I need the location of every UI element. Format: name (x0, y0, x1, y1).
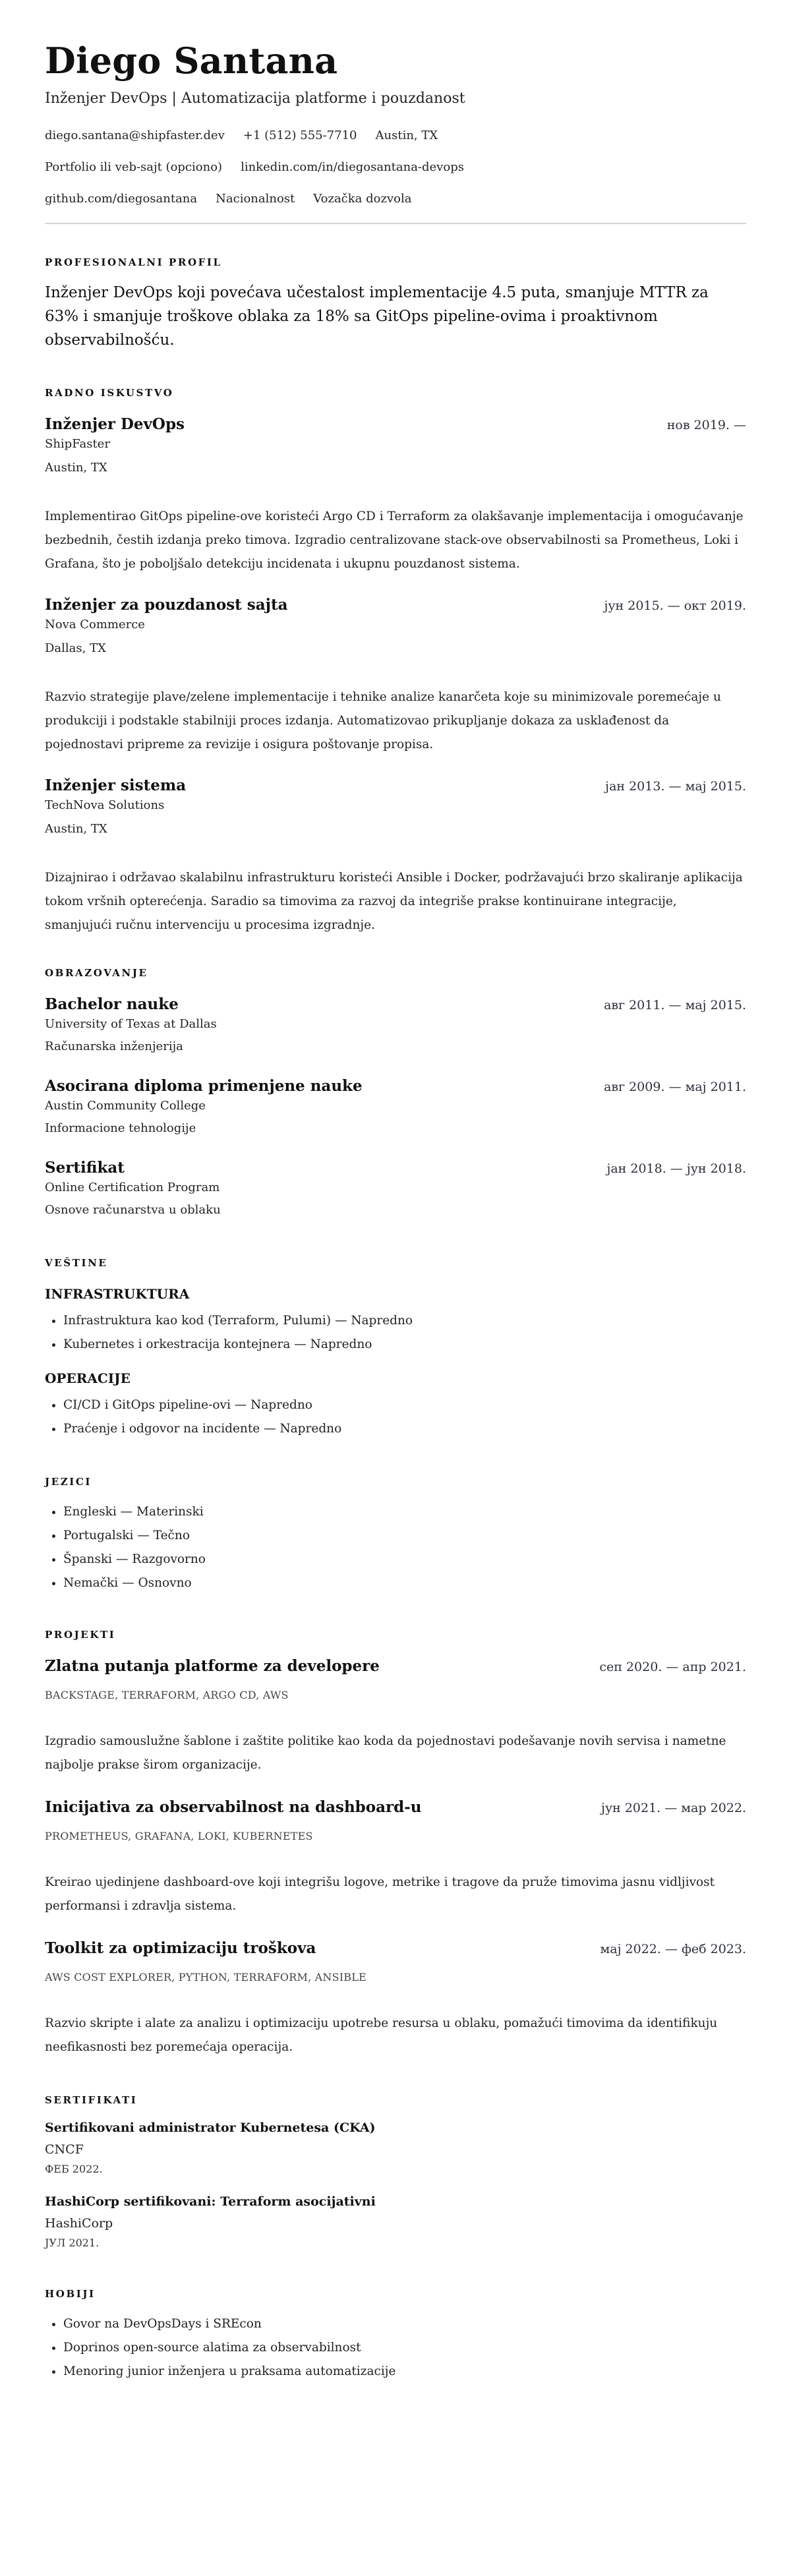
project-entry (45, 1938, 746, 2059)
project-entry (45, 1656, 746, 1777)
section-title: SERTIFIKATI (45, 2094, 138, 2106)
resume-header (45, 34, 746, 224)
section-title: PROFESIONALNI PROFIL (45, 256, 222, 268)
language-item: • Španski — Razgovorno (63, 1548, 746, 1571)
skill-group-title: INFRASTRUKTURA (45, 1286, 190, 1302)
header-divider (45, 223, 746, 224)
location-text: Austin, TX (375, 129, 438, 142)
certification-date: ФЕБ 2022. (45, 2163, 103, 2175)
job-description: Razvio strategije plave/zelene implementacije i tehnike analize kanarčeta koje su minimizovale poremećaje u produkciji i podstakle stabilniji proces izdanja. Automatizovao prikupljanje dokaza za usklađenost da pojednostavi pripreme za revizije i osigura poštovanje propisa. (45, 690, 721, 751)
certification-date: ЈУЛ 2021. (45, 2237, 100, 2249)
job-entry (45, 414, 746, 576)
field-of-study: Osnove računarstva u oblaku (45, 1203, 221, 1217)
project-tech-stack: PROMETHEUS, GRAFANA, LOKI, KUBERNETES (45, 1830, 313, 1842)
contact-block (45, 128, 746, 207)
project-tech-stack: AWS COST EXPLORER, PYTHON, TERRAFORM, ANSIBLE (45, 1971, 366, 1983)
drivers-license-text: Vozačka dozvola (313, 192, 412, 206)
hobby-list (45, 2312, 746, 2384)
job-title: Inženjer sistema (45, 776, 187, 794)
contact-row (45, 128, 746, 144)
hobby-item: • Doprinos open-source alatima za observabilnost (63, 2336, 746, 2360)
education-section (45, 966, 746, 1219)
linkedin-link[interactable]: linkedin.com/in/diegosantana-devops (241, 160, 464, 174)
section-title: PROJEKTI (45, 1629, 116, 1641)
contact-row (45, 160, 746, 175)
hobby-item: • Menoring junior inženjera u praksama automatizacije (63, 2360, 746, 2384)
job-company: Nova Commerce (45, 618, 145, 631)
section-title: VEŠTINE (45, 1257, 108, 1269)
project-name: Toolkit za optimizaciju troškova (45, 1939, 316, 1957)
certification-issuer: HashiCorp (45, 2216, 113, 2231)
skill-list (45, 1393, 746, 1441)
skill-item: • CI/CD i GitOps pipeline-ovi — Napredno (63, 1393, 746, 1417)
email-link[interactable]: diego.santana@shipfaster.dev (45, 129, 225, 142)
project-date: сеп 2020. — апр 2021. (599, 1660, 746, 1674)
degree-title: Bachelor nauke (45, 995, 179, 1013)
certification-name: Sertifikovani administrator Kubernetesa (CKA) (45, 2121, 376, 2135)
job-title: Inženjer DevOps (45, 415, 185, 433)
project-date: јун 2021. — мар 2022. (601, 1801, 746, 1815)
hobby-item: • Govor na DevOpsDays i SREcon (63, 2312, 746, 2336)
project-description: Razvio skripte i alate za analizu i optimizaciju upotrebe resursa u oblaku, pomažući timovima da identifikuju neefikasnosti bez poremećaja operacija. (45, 2016, 718, 2054)
profile-section (45, 256, 746, 352)
skill-group-title: OPERACIJE (45, 1370, 131, 1386)
job-company: TechNova Solutions (45, 798, 165, 812)
skill-item: • Infrastruktura kao kod (Terraform, Pulumi) — Napredno (63, 1309, 746, 1333)
skill-group (45, 1368, 746, 1441)
project-entry (45, 1797, 746, 1918)
nationality-text: Nacionalnost (216, 192, 295, 206)
github-link[interactable]: github.com/diegosantana (45, 192, 198, 206)
language-item: • Engleski — Materinski (63, 1500, 746, 1524)
portfolio-link[interactable]: Portfolio ili veb-sajt (opciono) (45, 160, 223, 174)
language-list (45, 1500, 746, 1595)
section-title: HOBIJI (45, 2288, 96, 2300)
skill-item: • Kubernetes i orkestracija kontejnera — Napredno (63, 1333, 746, 1357)
section-title: RADNO ISKUSTVO (45, 387, 174, 399)
skill-item: • Praćenje i odgovor na incidente — Napredno (63, 1417, 746, 1441)
field-of-study: Informacione tehnologije (45, 1121, 196, 1135)
job-date: јун 2015. — окт 2019. (604, 599, 746, 613)
contact-row (45, 191, 746, 207)
phone-link[interactable]: +1 (512) 555-7710 (243, 129, 357, 142)
certifications-section (45, 2093, 746, 2252)
language-item: • Portugalski — Tečno (63, 1524, 746, 1548)
job-location: Austin, TX (45, 822, 107, 836)
skills-section (45, 1256, 746, 1441)
education-date: јан 2018. — јун 2018. (606, 1161, 746, 1176)
degree-title: Asocirana diploma primenjene nauke (45, 1077, 363, 1095)
project-date: мај 2022. — феб 2023. (600, 1942, 746, 1956)
education-date: авг 2011. — мај 2015. (604, 998, 746, 1012)
languages-section (45, 1475, 746, 1595)
education-date: авг 2009. — мај 2011. (604, 1080, 746, 1094)
job-date: јан 2013. — мај 2015. (605, 779, 746, 794)
project-description: Izgradio samouslužne šablone i zaštite politike kao koda da pojednostavi podešavanje novih servisa i nametne najbolje prakse širom organizacije. (45, 1734, 726, 1772)
skill-list (45, 1309, 746, 1357)
project-name: Zlatna putanja platforme za developere (45, 1657, 380, 1675)
field-of-study: Računarska inženjerija (45, 1039, 183, 1053)
job-entry (45, 595, 746, 757)
project-name: Inicijativa za observabilnost na dashboard-u (45, 1798, 422, 1816)
experience-section (45, 386, 746, 937)
school-name: University of Texas at Dallas (45, 1017, 217, 1031)
skill-group (45, 1284, 746, 1357)
language-item: • Nemački — Osnovno (63, 1571, 746, 1595)
certification-issuer: CNCF (45, 2142, 84, 2157)
certification-name: HashiCorp sertifikovani: Terraform asocijativni (45, 2194, 376, 2209)
projects-section (45, 1628, 746, 2059)
education-entry (45, 994, 746, 1056)
education-entry (45, 1076, 746, 1138)
job-description: Implementirao GitOps pipeline-ove koristeći Argo CD i Terraform za olakšavanje implementacija i omogućavanje bezbednih, čestih izdanja preko timova. Izgradio centralizovane stack-ove observabilnosti sa Prometheus, Loki i Grafana, što je poboljšalo detekciju incidenata i ukupnu pouzdanost sistema. (45, 510, 744, 571)
job-date: нов 2019. — (666, 418, 746, 432)
job-location: Dallas, TX (45, 641, 106, 655)
school-name: Online Certification Program (45, 1181, 220, 1194)
job-title: Inženjer za pouzdanost sajta (45, 596, 288, 614)
project-tech-stack: BACKSTAGE, TERRAFORM, ARGO CD, AWS (45, 1689, 289, 1701)
school-name: Austin Community College (45, 1099, 206, 1113)
certification-entry (45, 2192, 746, 2252)
degree-title: Sertifikat (45, 1159, 125, 1177)
section-title: JEZICI (45, 1476, 92, 1488)
candidate-headline: Inženjer DevOps | Automatizacija platforme i pouzdanost (45, 90, 465, 107)
section-title: OBRAZOVANJE (45, 967, 148, 979)
hobbies-section (45, 2287, 746, 2384)
project-description: Kreirao ujedinjene dashboard-ove koji integrišu logove, metrike i tragove da pruže timovima jasnu vidljivost performansi i zdravlja sistema. (45, 1875, 715, 1913)
job-company: ShipFaster (45, 437, 110, 451)
education-entry (45, 1157, 746, 1219)
job-entry (45, 775, 746, 937)
certification-entry (45, 2119, 746, 2178)
job-description: Dizajnirao i održavao skalabilnu infrastrukturu koristeći Ansible i Docker, podržavajući brzo skaliranje aplikacija tokom vršnih opterećenja. Saradio sa timovima za razvoj da integriše prakse kontinuirane integracije, smanjujući ručnu intervenciju u procesima izgradnje. (45, 871, 743, 932)
job-location: Austin, TX (45, 461, 107, 475)
candidate-name: Diego Santana (45, 40, 338, 82)
profile-summary: Inženjer DevOps koji povećava učestalost implementacije 4.5 puta, smanjuje MTTR za 63% i smanjuje troškove oblaka za 18% sa GitOps pipeline-ovima i proaktivnom observabilnošću. (45, 284, 709, 349)
